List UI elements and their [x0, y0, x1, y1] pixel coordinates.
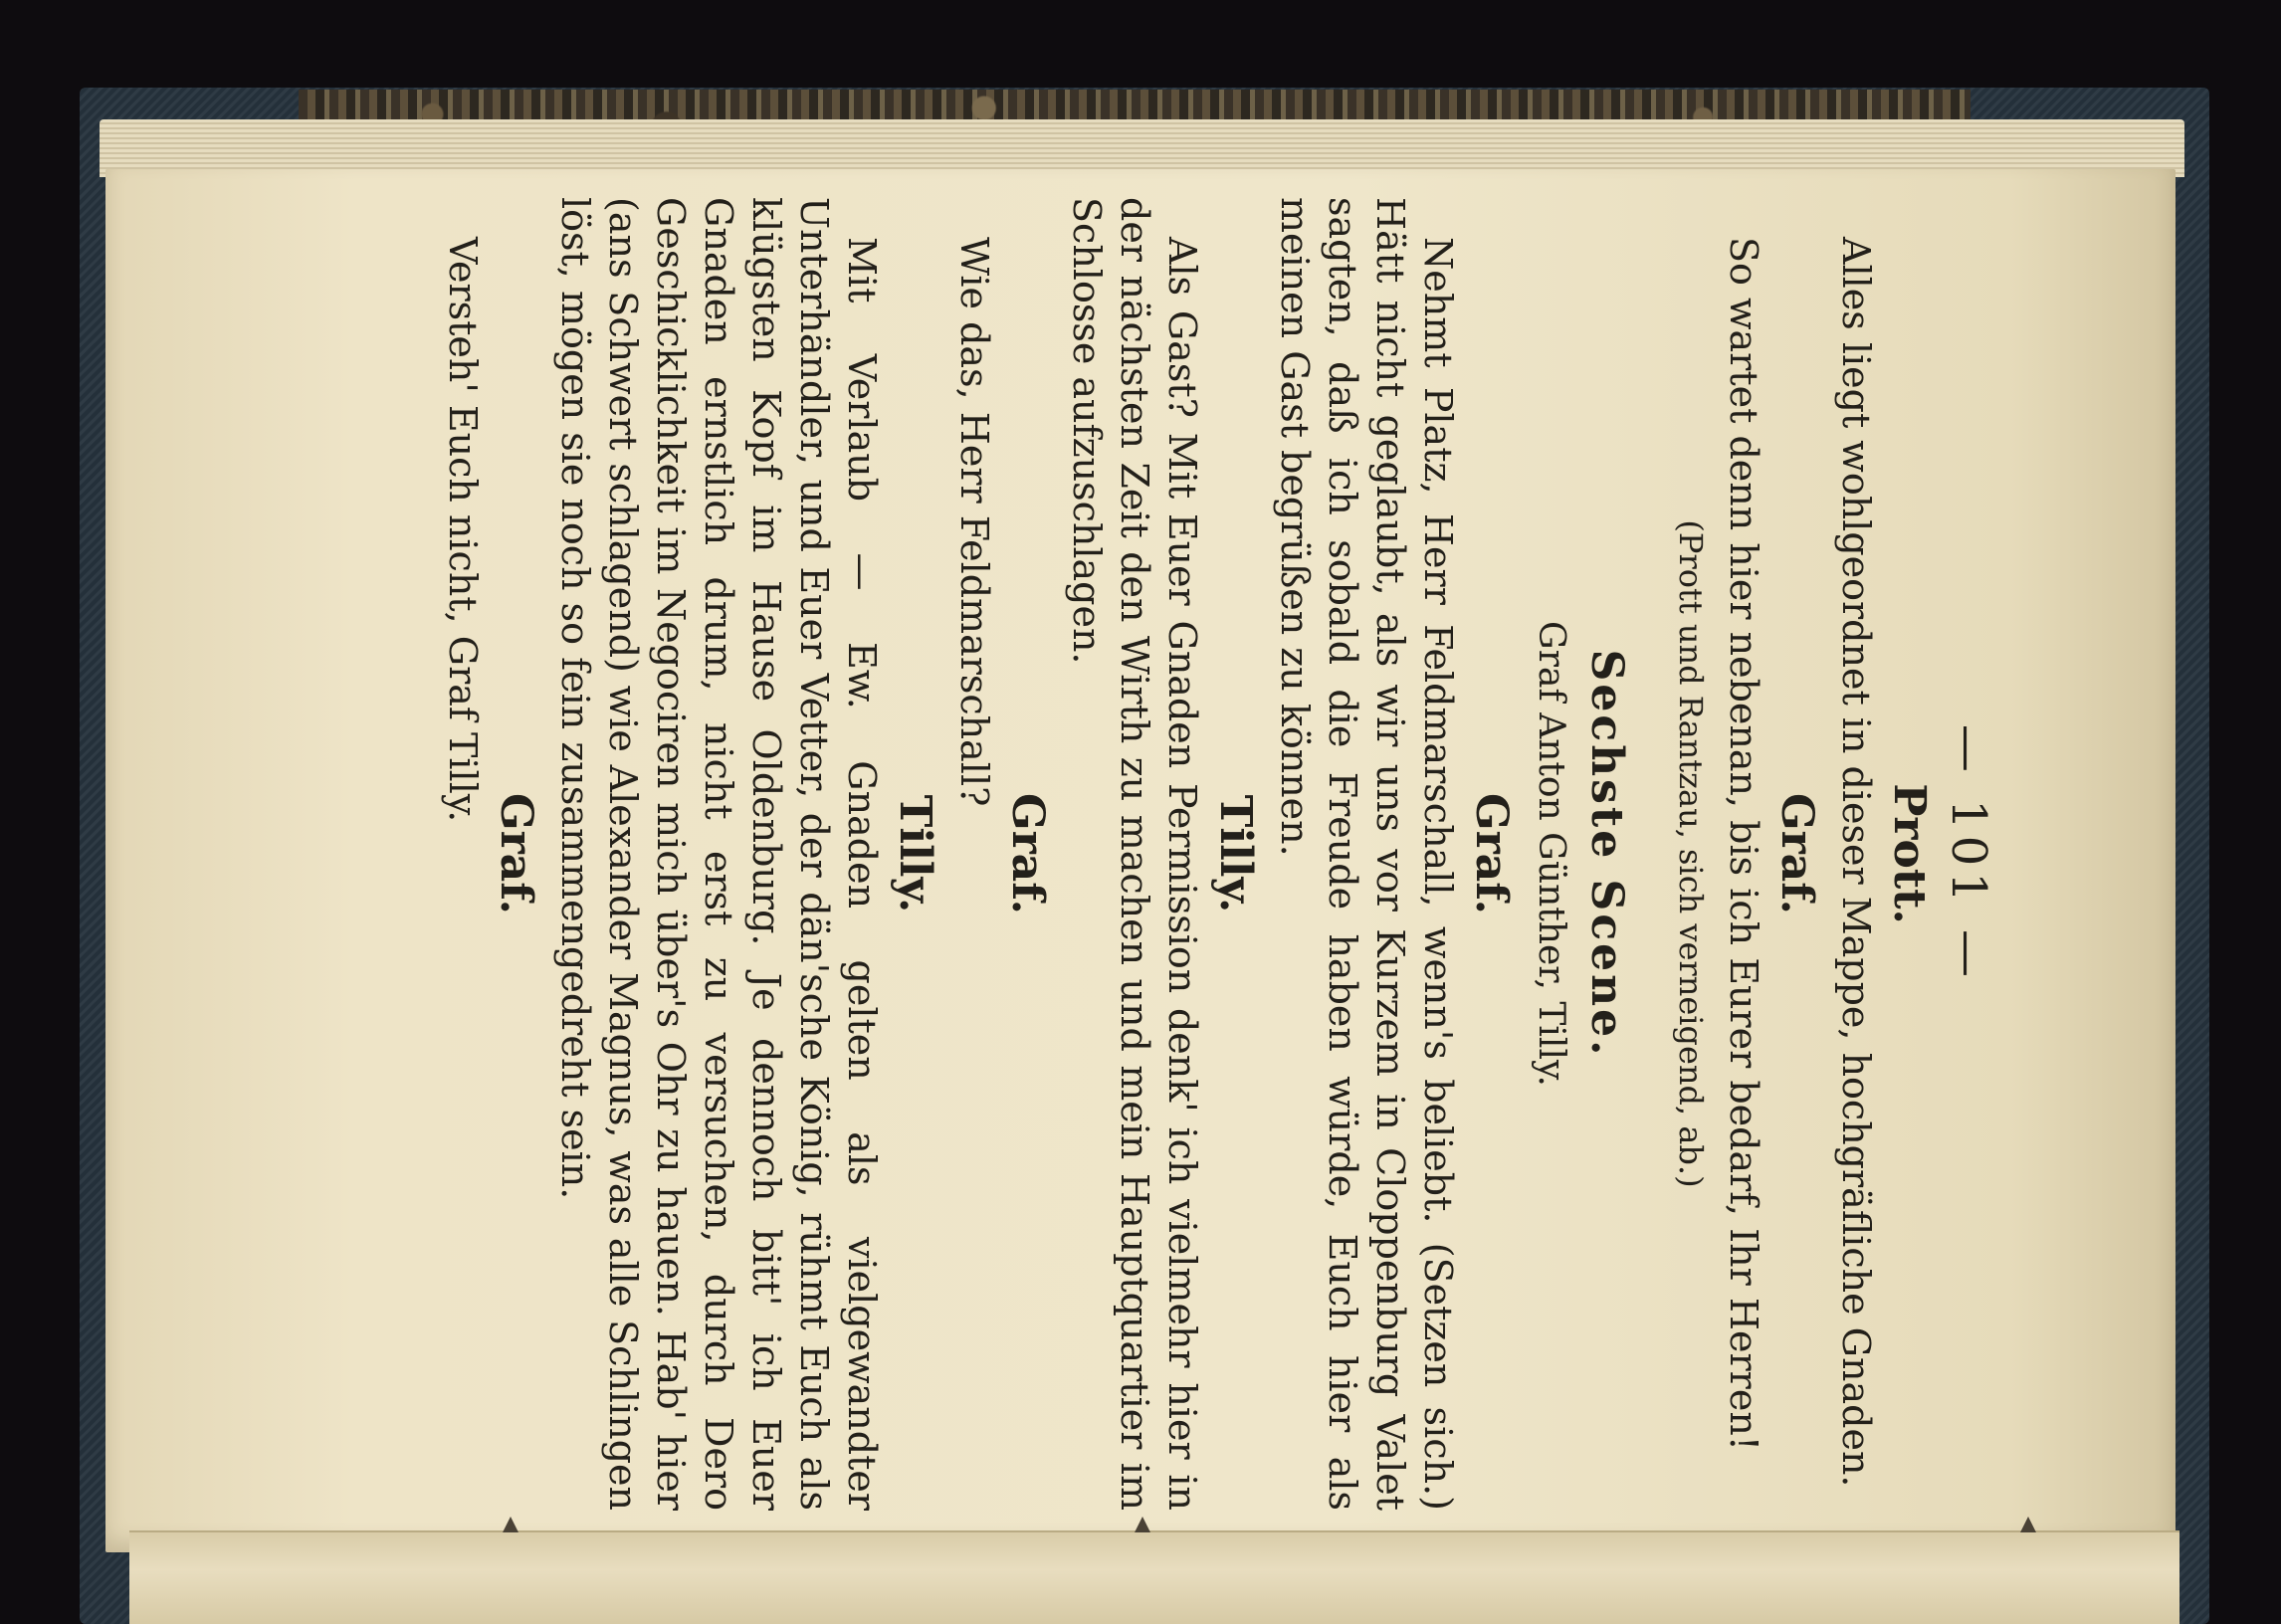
- dialogue-paragraph: Alles liegt wohlgeordnet in dieser Mappe, hochgräfliche Gnaden.: [1834, 237, 1878, 1488]
- scene-heading: Sechste Scene.: [1581, 649, 1632, 1059]
- speaker-label: Tilly.: [890, 794, 940, 914]
- speaker-label: Tilly.: [1210, 794, 1261, 914]
- next-page-edge: [129, 1530, 2179, 1624]
- dialogue-paragraph: Wie das, Herr Feldmarschall?: [952, 237, 996, 807]
- speaker-label: Graf.: [491, 793, 541, 914]
- dialogue-paragraph: Versteh' Euch nicht, Graf Tilly.: [441, 237, 485, 823]
- cast-list: Graf Anton Günther, Tilly.: [1531, 621, 1571, 1087]
- page-nick-mark: [1135, 1517, 1150, 1532]
- dialogue-paragraph: So wartet denn hier nebenan, bis ich Eurer bedarf, Ihr Herren!: [1722, 237, 1765, 1452]
- page-text: [285, 197, 1996, 1511]
- page-nick-mark: [2020, 1517, 2036, 1532]
- dialogue-paragraph: Als Gast? Mit Euer Gnaden Permission denk' ich vielmehr hier in der nächsten Zeit den Wirth zu machen und mein Hauptquartier im Schlosse aufzuschlagen.: [1065, 197, 1204, 1511]
- dialogue-paragraph: Mit Verlaub — Ew. Gnaden gelten als vielgewandter Unterhändler, und Euer Vetter, der dän'sche König, rühmt Euch als klügsten Kopf im Hause Oldenburg. Je dennoch bitt' ich Euer Gnaden ernstlich drum, nicht erst zu versuchen, durch Dero Geschicklichkeit im Negociren mich über's Ohr zu hauen. Hab' hier (ans Schwert schlagend) wie Alexander Magnus, was alle Schlingen löst, mögen sie noch so fein zusammengedreht sein.: [553, 197, 884, 1511]
- speaker-label: Graf.: [1002, 793, 1053, 914]
- stage-direction: (Prott und Rantzau, sich verneigend, ab.): [1672, 519, 1710, 1188]
- dialogue-paragraph: Nehmt Platz, Herr Feldmarschall, wenn's beliebt. (Setzen sich.) Hätt nicht geglaubt, als wir uns vor Kurzem in Cloppenburg Valet sagten, daß ich sobald die Freude haben würde, Euch hier als meinen Gast begrüßen zu können.: [1273, 197, 1460, 1511]
- page-number: — 101 —: [1941, 723, 1996, 984]
- speaker-label: Graf.: [1466, 793, 1517, 914]
- page-nick-mark: [503, 1517, 518, 1532]
- speaker-label: Graf.: [1771, 793, 1822, 914]
- speaker-label: Prott.: [1884, 783, 1935, 924]
